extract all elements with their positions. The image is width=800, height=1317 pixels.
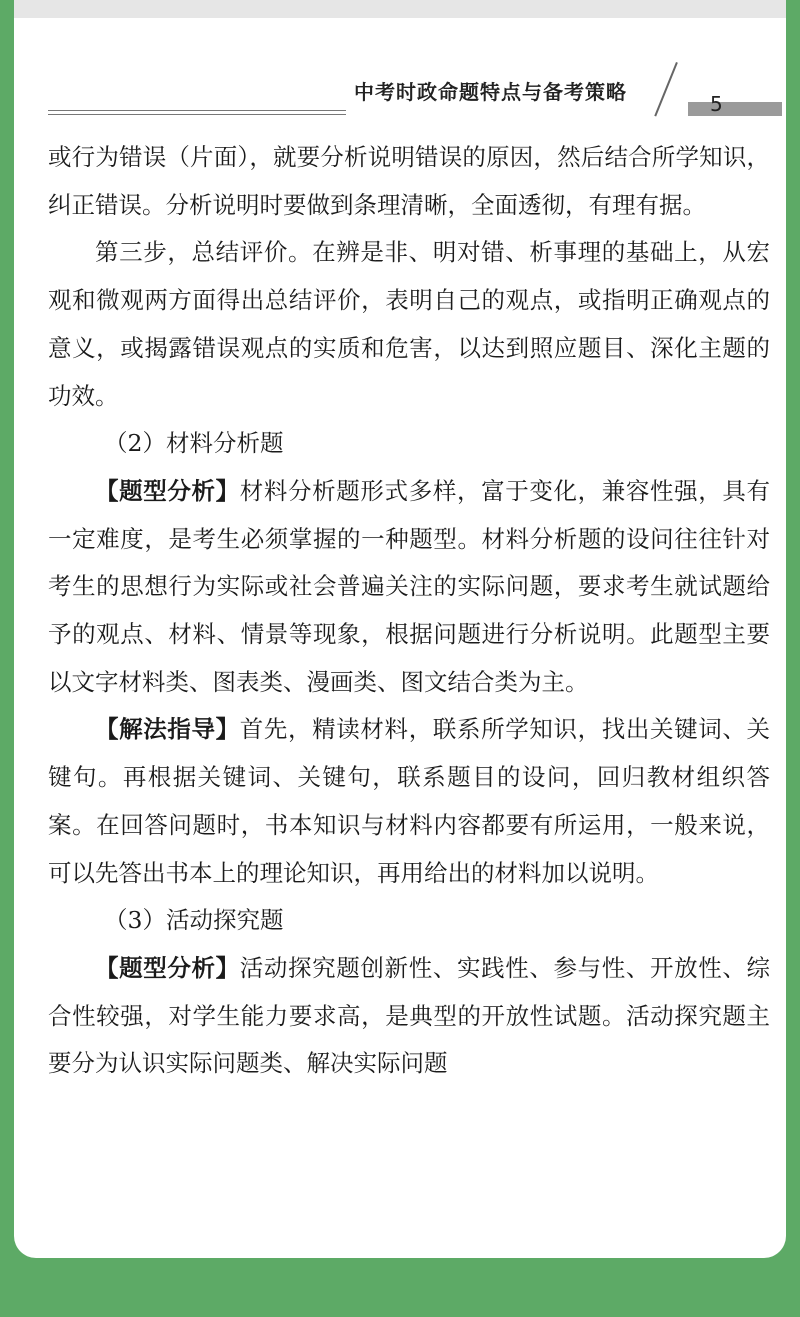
paragraph-question-analysis [48,468,770,707]
section-heading-activity-inquiry: （3）活动探究题 [104,906,284,935]
page-header [48,68,766,118]
label-question-analysis: 【题型分析】 [95,953,240,982]
running-title: 中考时政命题特点与备考策略 [354,80,627,104]
section-heading-material-analysis: （2）材料分析题 [104,429,284,458]
header-rule [48,110,346,111]
body-text [48,134,770,1088]
page-number: 5 [710,92,723,116]
paragraph-continued: 或行为错误（片面），就要分析说明错误的原因，然后结合所学知识，纠正错误。分析说明时要做到条理清晰，全面透彻，有理有据。 [48,143,770,219]
header-rule-lower [48,114,346,115]
label-solution-guide: 【解法指导】 [95,715,240,744]
book-page [14,18,786,1258]
paragraph-text: 首先，精读材料，联系所学知识，找出关键词、关键句。再根据关键词、关键句，联系题目的设问，回归教材组织答案。在回答问题时，书本知识与材料内容都要有所运用，一般来说，可以先答出书本上的理论知识，再用给出的材料加以说明。 [48,715,771,887]
top-band [14,0,786,19]
paragraph-step-three: 第三步，总结评价。在辨是非、明对错、析事理的基础上，从宏观和微观两方面得出总结评价，表明自己的观点，或指明正确观点的意义，或揭露错误观点的实质和危害，以达到照应题目、深化主题的功效。 [48,238,770,410]
page-number-bar [688,102,782,116]
paragraph-solution-guide [48,706,770,897]
paragraph-text: 活动探究题创新性、实践性、参与性、开放性、综合性较强，对学生能力要求高，是典型的开放性试题。活动探究题主要分为认识实际问题类、解决实际问题 [48,953,771,1078]
paragraph-text: 材料分析题形式多样，富于变化，兼容性强，具有一定难度，是考生必须掌握的一种题型。材料分析题的设问往往针对考生的思想行为实际或社会普遍关注的实际问题，要求考生就试题给予的观点、材料、情景等现象，根据问题进行分析说明。此题型主要以文字材料类、图表类、漫画类、图文结合类为主。 [48,476,771,696]
paragraph-activity-analysis [48,945,770,1088]
label-question-analysis: 【题型分析】 [95,476,240,505]
header-slash-divider [654,62,678,117]
